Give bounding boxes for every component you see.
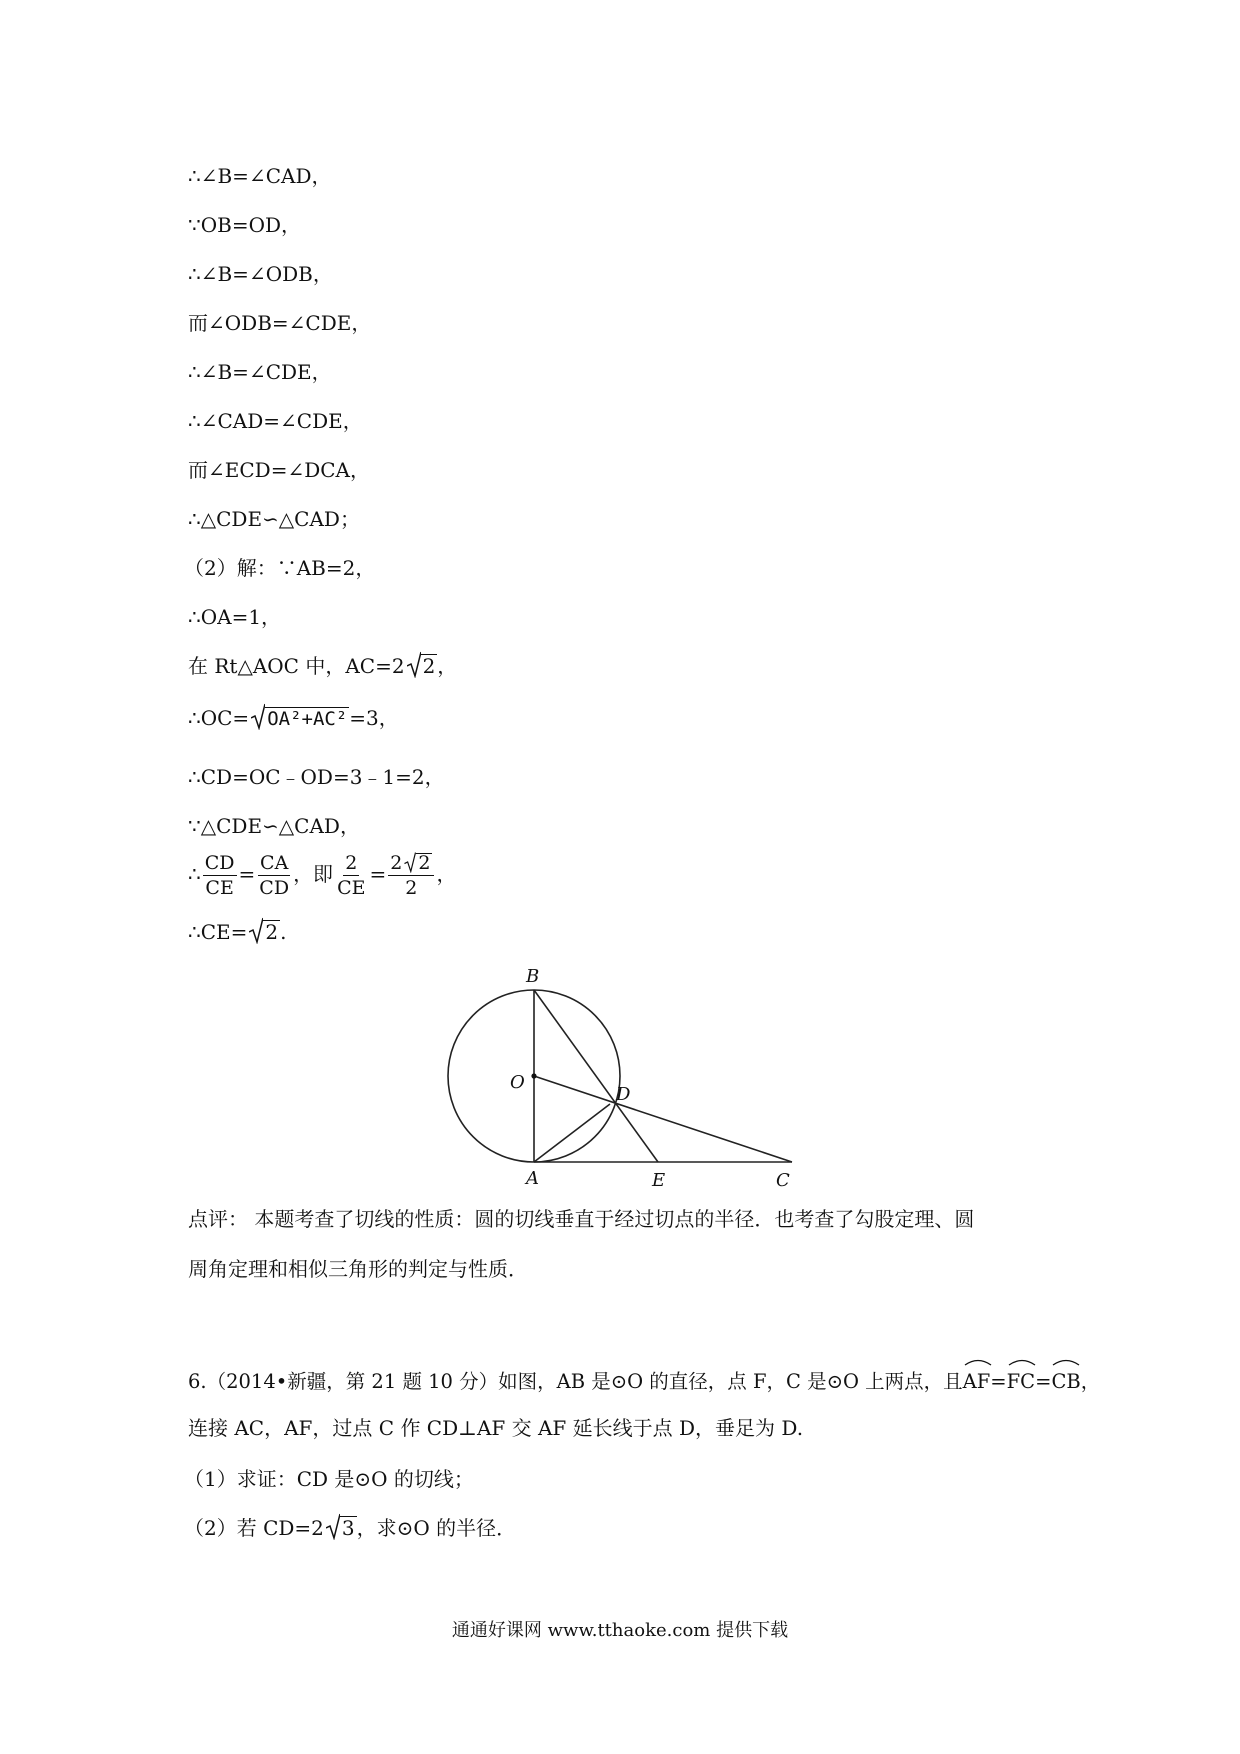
ratio-equals: = [369,862,387,886]
part2-intro: （2）解：∵AB=2， [184,556,376,580]
arc-label: CB [1051,1370,1081,1393]
label-c: C [776,1170,790,1188]
proof-line: ∵OB=OD， [188,213,302,237]
sqrt-symbol [251,704,349,732]
proof-line: ∴∠CAD=∠CDE， [188,409,363,433]
comment-line-2: 周角定理和相似三角形的判定与性质． [188,1257,528,1281]
fraction-denominator: 2 [405,877,418,899]
segment-oc [534,1076,792,1162]
problem6-line-2: 连接 AC，AF，过点 C 作 CD⊥AF 交 AF 延长线于点 D，垂足为 D. [188,1416,804,1440]
label-o: O [510,1072,525,1093]
part2-cd: ∴CD=OC﹣OD=3﹣1=2， [188,765,445,789]
sqrt-symbol [407,652,438,680]
rt-suffix: ， [437,654,458,678]
problem6-question-2 [184,1514,516,1542]
label-b: B [526,966,540,987]
fraction-numerator [388,851,434,876]
part2-similar: ∵△CDE∽△CAD， [188,814,360,838]
part2-ce-line [188,918,286,946]
numerator-radicand: 2 [418,852,431,874]
label-d: D [616,1084,631,1105]
geometry-figure [440,962,810,1188]
arc-af [963,1362,991,1396]
sqrt-symbol [404,851,432,875]
problem6-line-1: 6.（2014•新疆，第 21 题 10 分）如图，AB 是⊙O 的直径，点 F，C 是⊙O 上两点，且 AF= FC= CB， [188,1362,1100,1396]
ce-prefix: ∴CE= [188,920,248,944]
comment-line-1: 点评： 本题考查了切线的性质：圆的切线垂直于经过切点的半径．也考查了勾股定理、圆 [188,1207,975,1231]
q2-prefix: （2）若 CD=2 [184,1516,324,1540]
fraction [203,851,237,900]
fraction-denominator: CE [205,877,234,899]
fraction-numerator: 2 [345,852,358,874]
sqrt-symbol [249,918,280,946]
q2-radicand: 3 [341,1516,355,1540]
proof-line: ∴△CDE∽△CAD； [188,507,360,531]
numerator-coefficient: 2 [390,852,403,874]
proof-line: ∴∠B=∠CDE， [188,360,332,384]
proof-line: 而∠ECD=∠DCA， [188,458,370,482]
arc-cb [1051,1362,1080,1396]
ratio-equals: = [238,862,256,886]
fraction [257,851,291,900]
fraction-denominator: CD [259,877,290,899]
part2-ratio-line [188,848,456,900]
oc-radicand: OA²+AC² [267,708,348,730]
label-e: E [652,1170,666,1188]
part2-oa: ∴OA=1， [188,605,282,629]
arc-label: FC [1006,1370,1036,1393]
problem6-suffix: ， [1080,1370,1101,1393]
q2-suffix: ，求⊙O 的半径． [356,1516,517,1540]
problem6-question-1: （1）求证：CD 是⊙O 的切线； [184,1467,474,1491]
fraction-numerator: CA [260,852,289,874]
arc-fc [1007,1362,1035,1396]
label-a: A [526,1168,539,1188]
part2-rt-line [188,652,457,680]
fraction-denominator: CE [337,877,366,899]
rt-prefix: 在 Rt△AOC 中，AC=2 [188,654,405,678]
proof-line: 而∠ODB=∠CDE， [188,311,372,335]
ce-radicand: 2 [265,920,279,944]
ce-suffix: . [280,920,287,944]
fraction [388,851,434,900]
ratio-mid: ，即 [293,862,334,886]
oc-prefix: ∴OC= [188,706,250,730]
page-footer: 通通好课网 www.tthaoke.com 提供下载 [451,1620,789,1641]
problem6-prefix: 6.（2014•新疆，第 21 题 10 分）如图，AB 是⊙O 的直径，点 F，C 是⊙O 上两点，且 [188,1370,963,1393]
rt-radicand: 2 [422,654,436,678]
fraction [335,851,367,900]
part2-oc-line [188,704,399,732]
oc-suffix: =3， [349,706,399,730]
ratio-suffix: ， [436,862,457,886]
ratio-prefix: ∴ [188,862,201,886]
arc-label: AF [962,1370,991,1393]
proof-line: ∴∠B=∠CAD， [188,164,332,188]
fraction-numerator: CD [204,852,235,874]
sqrt-symbol [326,1514,357,1542]
center-point [531,1073,536,1078]
proof-line: ∴∠B=∠ODB， [188,262,333,286]
